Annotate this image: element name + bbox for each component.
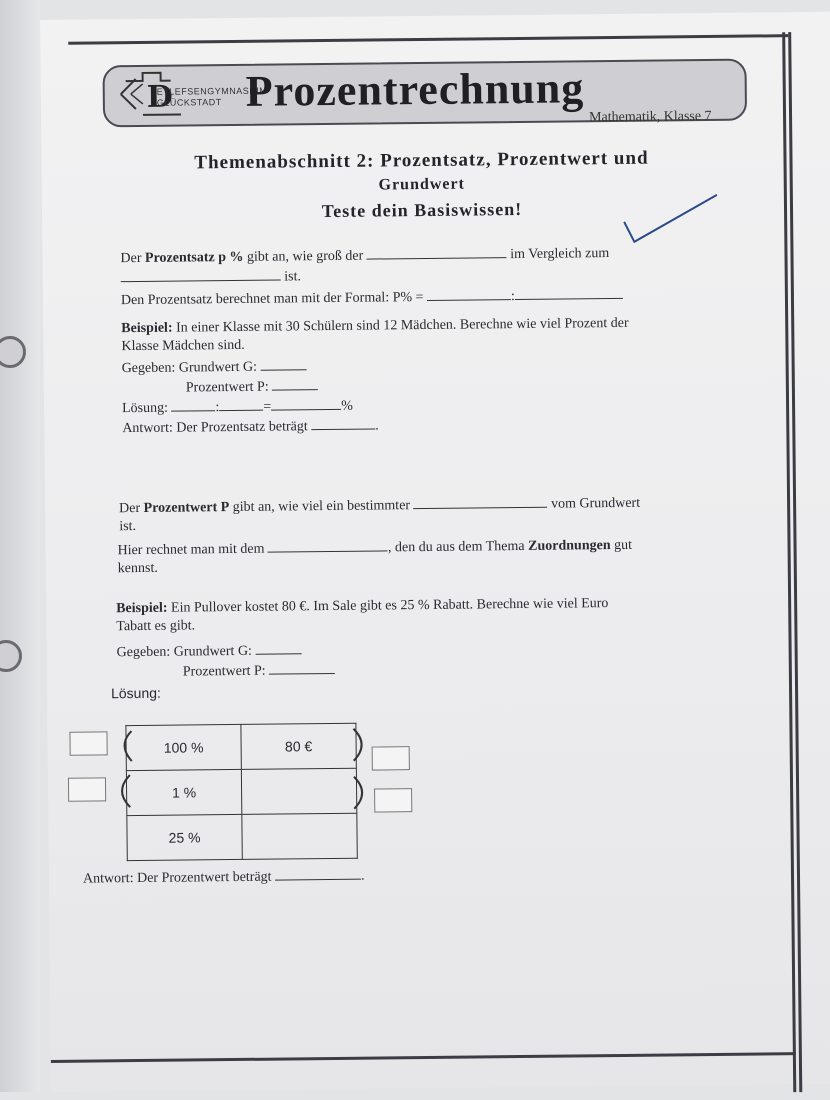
text-der: Der — [120, 250, 142, 267]
blank-prozentwert-2[interactable] — [268, 549, 388, 552]
given-prozentwert-label: Prozentwert P: — [185, 379, 269, 396]
beispiel1-label: Beispiel: — [121, 320, 173, 337]
table-cell[interactable] — [242, 813, 357, 859]
school-name-line2: GLÜCKSTADT — [156, 97, 222, 108]
subject-label: Mathematik, Klasse 7 — [588, 108, 712, 126]
blank-loesung-a[interactable] — [171, 409, 215, 411]
blank-given-p-2[interactable] — [269, 672, 335, 675]
section-heading-line3: Teste dein Basiswissen! — [321, 198, 523, 222]
beispiel2-text-line1 — [116, 596, 608, 617]
prozentsatz-definition-line2 — [121, 269, 301, 287]
beispiel2-given-p — [183, 663, 335, 681]
beispiel1-given-p — [186, 379, 318, 396]
text-ist: ist. — [284, 269, 302, 285]
table-cell: 100 % — [126, 724, 241, 770]
svg-text:D: D — [146, 79, 174, 115]
blank-prozentwert-1[interactable] — [414, 506, 548, 509]
text-gibt-an: gibt an, wie groß der — [246, 248, 364, 265]
dreisatz-table — [125, 723, 357, 861]
prozentsatz-definition — [120, 246, 609, 267]
worksheet-page — [40, 12, 830, 1092]
term-prozentsatz: Prozentsatz p % — [144, 249, 244, 266]
blank-formula-numerator[interactable] — [427, 298, 511, 301]
prozentwert-definition-line2: ist. — [119, 519, 137, 535]
blank-given-g-2[interactable] — [255, 652, 301, 654]
beispiel1-text-line2: Klasse Mädchen sind. — [121, 337, 245, 355]
factor-box-left-1[interactable] — [69, 731, 107, 755]
table-row — [127, 813, 357, 860]
loesung-label: Lösung: — [121, 400, 169, 417]
page-frame-right — [782, 32, 796, 1092]
blank-antwort-2[interactable] — [275, 878, 361, 881]
blank-loesung-result[interactable] — [271, 408, 341, 411]
table-cell: 1 % — [126, 769, 241, 815]
beispiel1-antwort — [122, 418, 379, 437]
beispiel2-sentence1: Ein Pullover kostet 80 €. Im Sale gibt es 25 % Rabatt. Berechne wie viel Euro — [170, 596, 609, 616]
beispiel1-text-line1 — [121, 316, 629, 337]
school-name-line1: ETLEFSENGYMNASIUM — [156, 85, 268, 97]
beispiel2-given-g — [117, 643, 302, 661]
prozentsatz-formula — [121, 288, 623, 309]
table-cell: 80 € — [241, 723, 356, 769]
term-prozentwert: Prozentwert P — [143, 500, 230, 516]
blank-loesung-b[interactable] — [219, 409, 263, 411]
beispiel1-given-g — [122, 359, 307, 377]
antwort-period-2: . — [360, 868, 365, 884]
loesung-percent: % — [341, 398, 353, 414]
formula-colon: : — [510, 289, 515, 305]
term-zuordnungen: Zuordnungen — [528, 538, 611, 554]
text-der-2: Der — [119, 500, 141, 517]
blank-antwort-1[interactable] — [311, 428, 375, 431]
given-prozentwert-label-2: Prozentwert P: — [182, 663, 266, 680]
given-grundwert-label: Gegeben: Grundwert G: — [121, 359, 258, 377]
page-frame-top — [68, 34, 788, 45]
beispiel2-antwort — [83, 869, 365, 888]
page-frame-bottom — [51, 1052, 796, 1063]
beispiel1-loesung — [122, 399, 353, 417]
section-heading-line1: Themenabschnitt 2: Prozentsatz, Prozentwert und — [194, 147, 649, 174]
antwort-period: . — [375, 418, 379, 434]
text-vom-grundwert: vom Grundwert — [550, 495, 641, 512]
text-im-vergleich: im Vergleich zum — [510, 246, 610, 263]
blank-given-p[interactable] — [272, 388, 318, 390]
formula-text: Den Prozentsatz berechnet man mit der Formal: P% = — [120, 289, 424, 309]
prozentwert-definition — [119, 496, 640, 517]
beispiel2-label: Beispiel: — [116, 600, 168, 617]
given-grundwert-label-2: Gegeben: Grundwert G: — [116, 643, 252, 661]
desk-background — [0, 0, 40, 1092]
prozentwert-hier-line2: kennst. — [117, 560, 158, 577]
loesung-equals: = — [263, 399, 272, 415]
table-cell[interactable] — [241, 768, 356, 814]
table-cell: 25 % — [127, 814, 242, 860]
text-den-du: , den du aus dem Thema — [387, 538, 525, 556]
table-row — [126, 768, 356, 815]
blank-prozentsatz-2[interactable] — [121, 278, 281, 282]
blank-formula-denominator[interactable] — [515, 297, 623, 300]
text-wie-viel: gibt an, wie viel ein bestimmter — [232, 498, 411, 516]
beispiel1-sentence1: In einer Klasse mit 30 Schülern sind 12 Mädchen. Berechne wie viel Prozent der — [175, 315, 629, 336]
section-heading-line2: Grundwert — [378, 175, 465, 194]
factor-box-right-2[interactable] — [374, 788, 412, 812]
antwort-label: Antwort: Der Prozentsatz beträgt — [122, 419, 308, 437]
blank-prozentsatz-1[interactable] — [367, 256, 507, 259]
prozentwert-hier — [117, 538, 632, 559]
table-row — [126, 723, 356, 770]
text-gut: gut — [614, 537, 633, 554]
beispiel2-text-line2: Tabatt es gibt. — [116, 618, 196, 635]
factor-box-right-1[interactable] — [372, 746, 410, 770]
checkmark-icon — [622, 191, 723, 252]
blank-given-g[interactable] — [260, 368, 306, 370]
beispiel2-loesung: Lösung: — [110, 684, 161, 702]
page-title: Prozentrechnung — [245, 63, 585, 116]
factor-box-left-2[interactable] — [68, 777, 106, 801]
loesung-colon: : — [215, 400, 220, 416]
antwort-label-2: Antwort: Der Prozentwert beträgt — [82, 869, 272, 887]
text-hier-rechnet: Hier rechnet man mit dem — [117, 541, 265, 559]
